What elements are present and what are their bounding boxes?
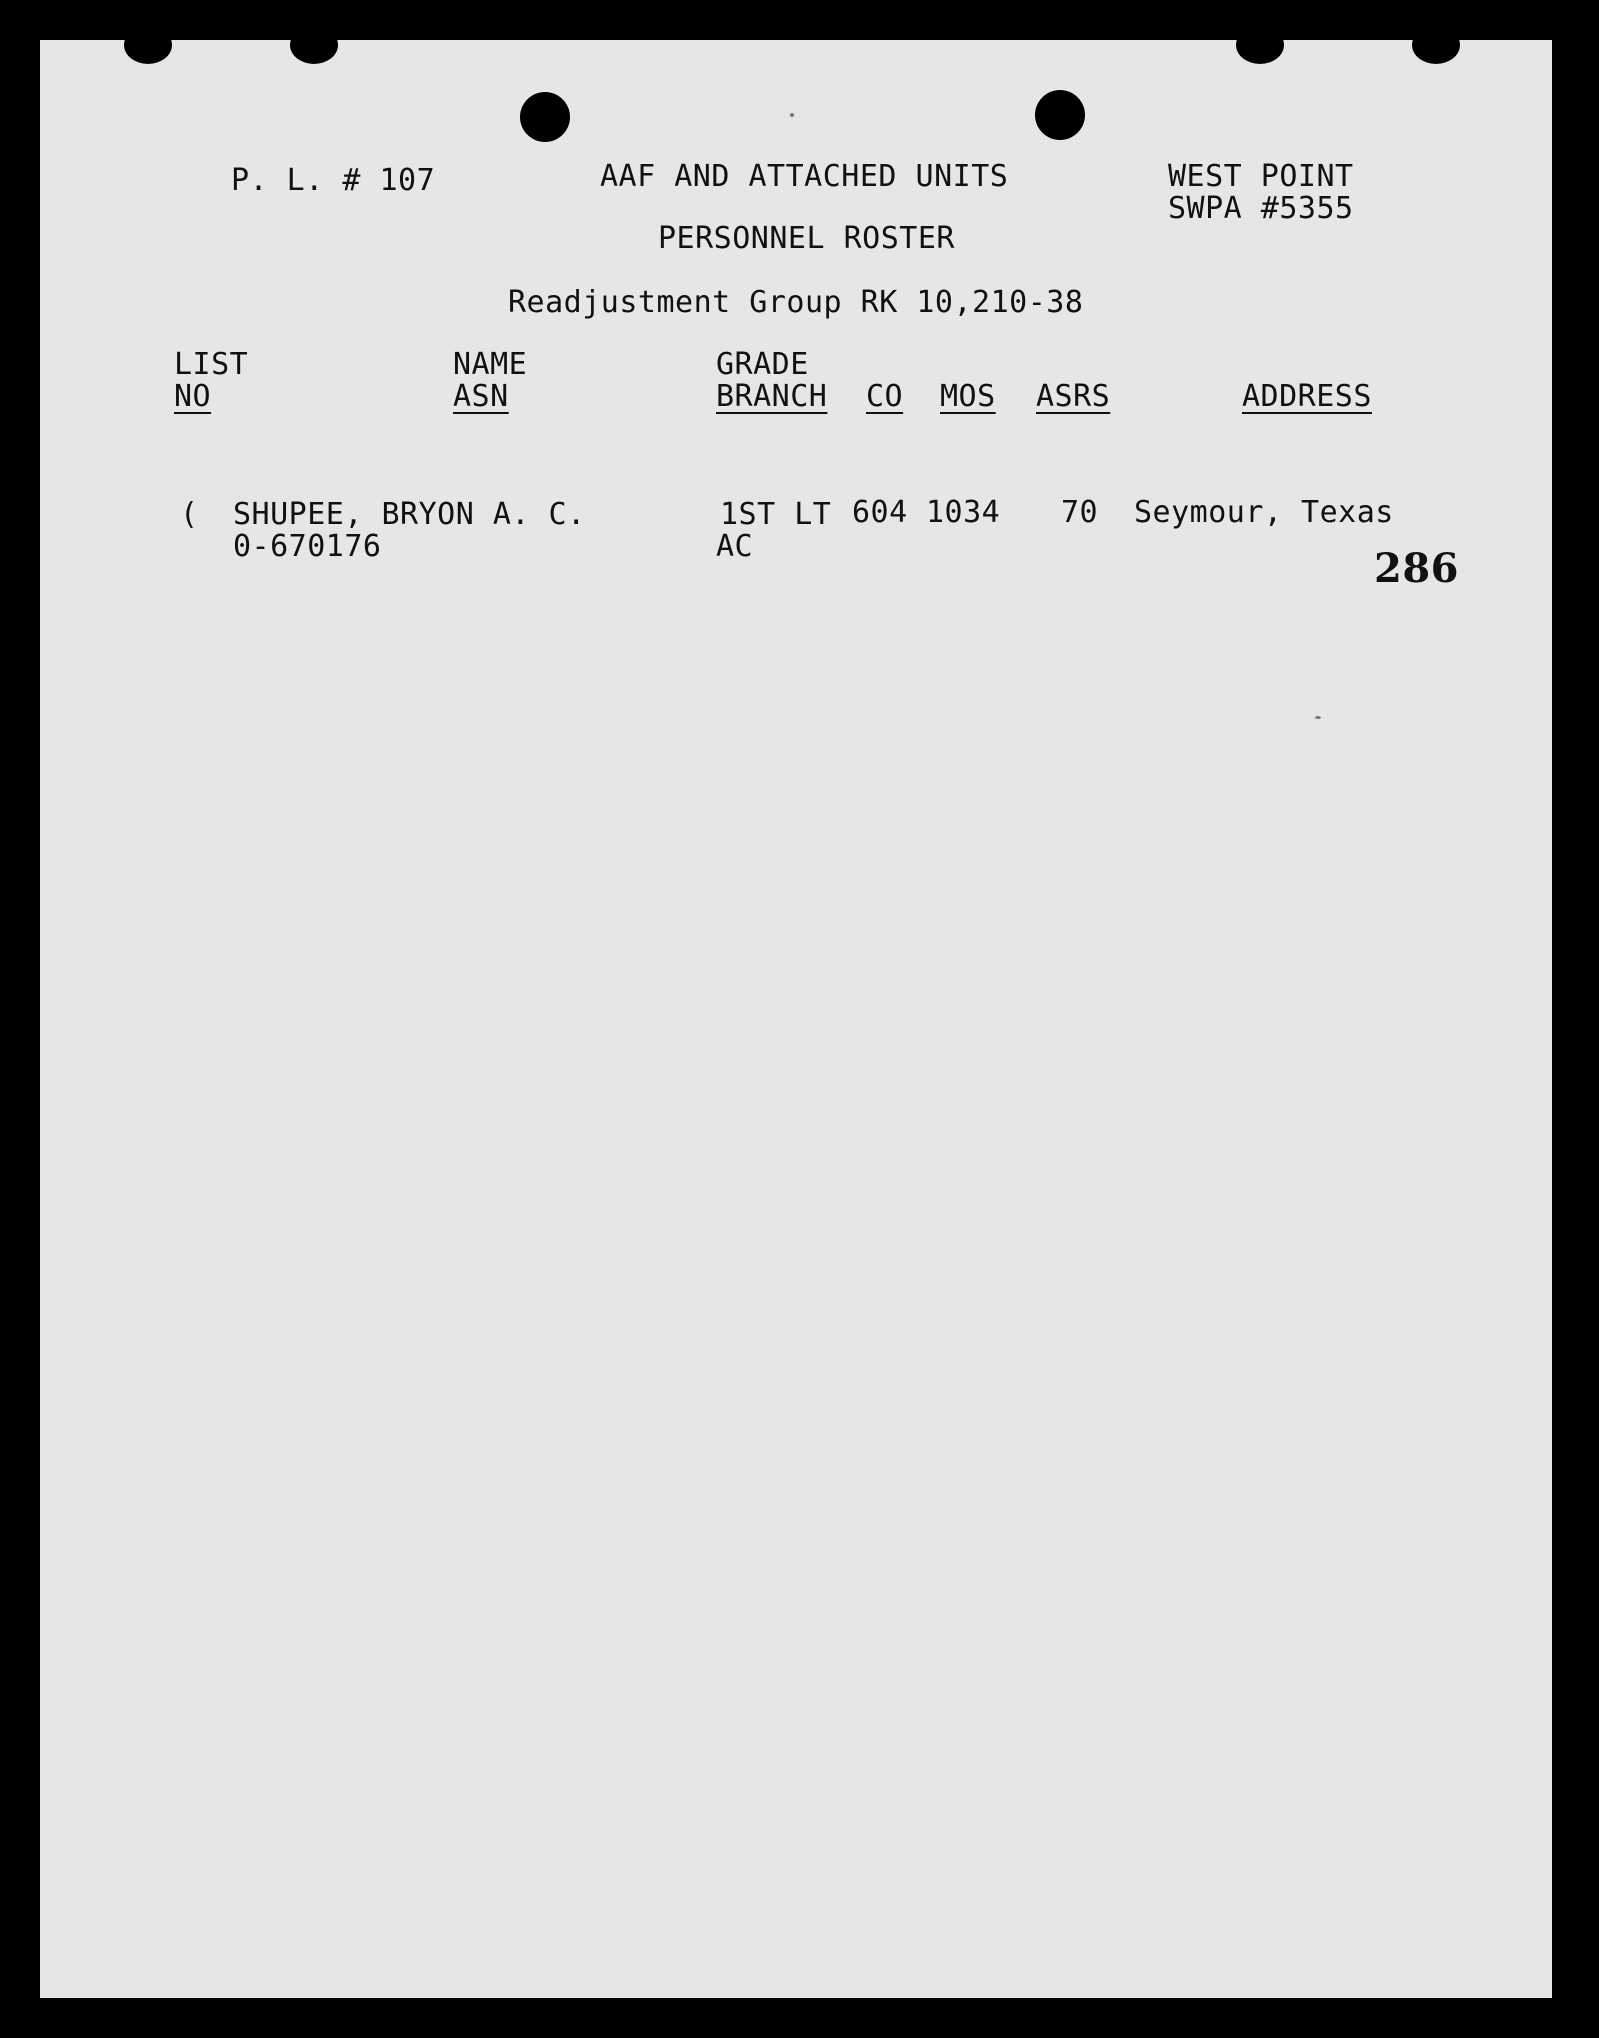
grade-header-bottom: BRANCH: [716, 379, 828, 414]
mos-header: MOS: [940, 379, 996, 414]
name-header-top: NAME: [453, 347, 528, 382]
pl-number: P. L. # 107: [231, 163, 436, 198]
row-mos: 1034: [926, 495, 1001, 530]
punch-hole: [290, 26, 338, 64]
location-line-2: SWPA #5355: [1168, 191, 1354, 226]
punch-hole: [1412, 26, 1460, 64]
row-branch: AC: [716, 529, 754, 564]
location-line-1: WEST POINT: [1168, 159, 1354, 194]
row-asn: 0-670176: [233, 529, 382, 564]
list-header-bottom: NO: [174, 379, 212, 414]
name-header-bottom: ASN: [453, 379, 509, 414]
grade-header-top: GRADE: [716, 347, 809, 382]
row-co: 604: [852, 495, 908, 530]
readjustment-group: Readjustment Group RK 10,210-38: [508, 285, 1084, 320]
binder-hole: [1035, 90, 1085, 140]
row-mark: (: [180, 497, 199, 532]
row-name: SHUPEE, BRYON A. C.: [233, 497, 586, 532]
row-grade: 1ST LT: [720, 497, 832, 532]
address-header: ADDRESS: [1242, 379, 1372, 414]
co-header: CO: [866, 379, 904, 414]
roster-subtitle: PERSONNEL ROSTER: [658, 221, 955, 256]
paper-speck: [790, 113, 794, 117]
row-asrs: 70: [1061, 495, 1099, 530]
binder-hole: [520, 92, 570, 142]
page-number: 286: [1374, 545, 1459, 592]
paper-speck: [1315, 716, 1321, 719]
row-address: Seymour, Texas: [1134, 495, 1394, 530]
roster-title: AAF AND ATTACHED UNITS: [600, 159, 1009, 194]
punch-hole: [1236, 26, 1284, 64]
asrs-header: ASRS: [1036, 379, 1111, 414]
list-header-top: LIST: [174, 347, 249, 382]
punch-hole: [124, 26, 172, 64]
roster-sheet: [40, 40, 1552, 1998]
